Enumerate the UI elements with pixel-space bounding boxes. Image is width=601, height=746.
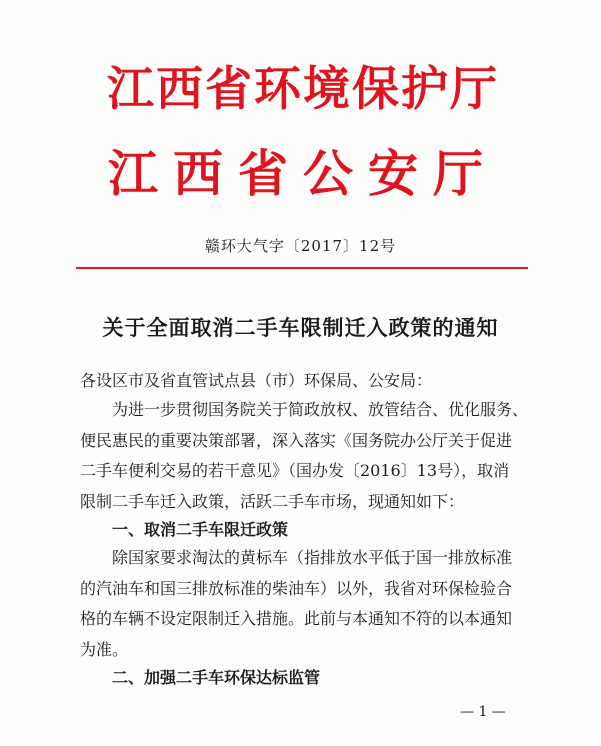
letterhead-environment-department: 江西省环境保护厅 [107, 62, 499, 117]
paragraph-line: 二手车便利交易的若干意见》（国办发〔2016〕13号），取消 [80, 461, 510, 480]
addressee: 各设区市及省直管试点县（市）环保局、公安局： [80, 371, 433, 390]
page-number: — 1 — [460, 704, 506, 720]
paragraph-line: 除国家要求淘汰的黄标车（指排放水平低于国一排放标准 [112, 548, 513, 567]
paragraph-line: 限制二手车迁入政策，活跃二手车市场，现通知如下： [80, 491, 465, 511]
document-title: 关于全面取消二手车限制迁入政策的通知 [102, 315, 499, 340]
section-heading-1: 一、取消二手车限迁政策 [112, 520, 289, 539]
paragraph-line: 便民惠民的重要决策部署，深入落实《国务院办公厅关于促进 [80, 430, 513, 450]
letterhead-public-security-department: 江西省公安厅 [108, 145, 498, 203]
paragraph-line: 为进一步贯彻国务院关于简政放权、放管结合、优化服务、 [112, 400, 529, 419]
paragraph-line: 格的车辆不设定限制迁入措施。此前与本通知不符的以本通知 [80, 609, 513, 628]
section-1-paragraph [80, 543, 535, 665]
red-divider-line [76, 267, 528, 269]
paragraph-line: 的汽油车和国三排放标准的柴油车）以外，我省对环保检验合 [80, 578, 513, 598]
intro-paragraph [80, 395, 535, 517]
document-number: 赣环大气字〔2017〕12号 [204, 237, 397, 255]
section-heading-2: 二、加强二手车环保达标监管 [112, 668, 321, 687]
paragraph-line: 为准。 [80, 639, 129, 659]
